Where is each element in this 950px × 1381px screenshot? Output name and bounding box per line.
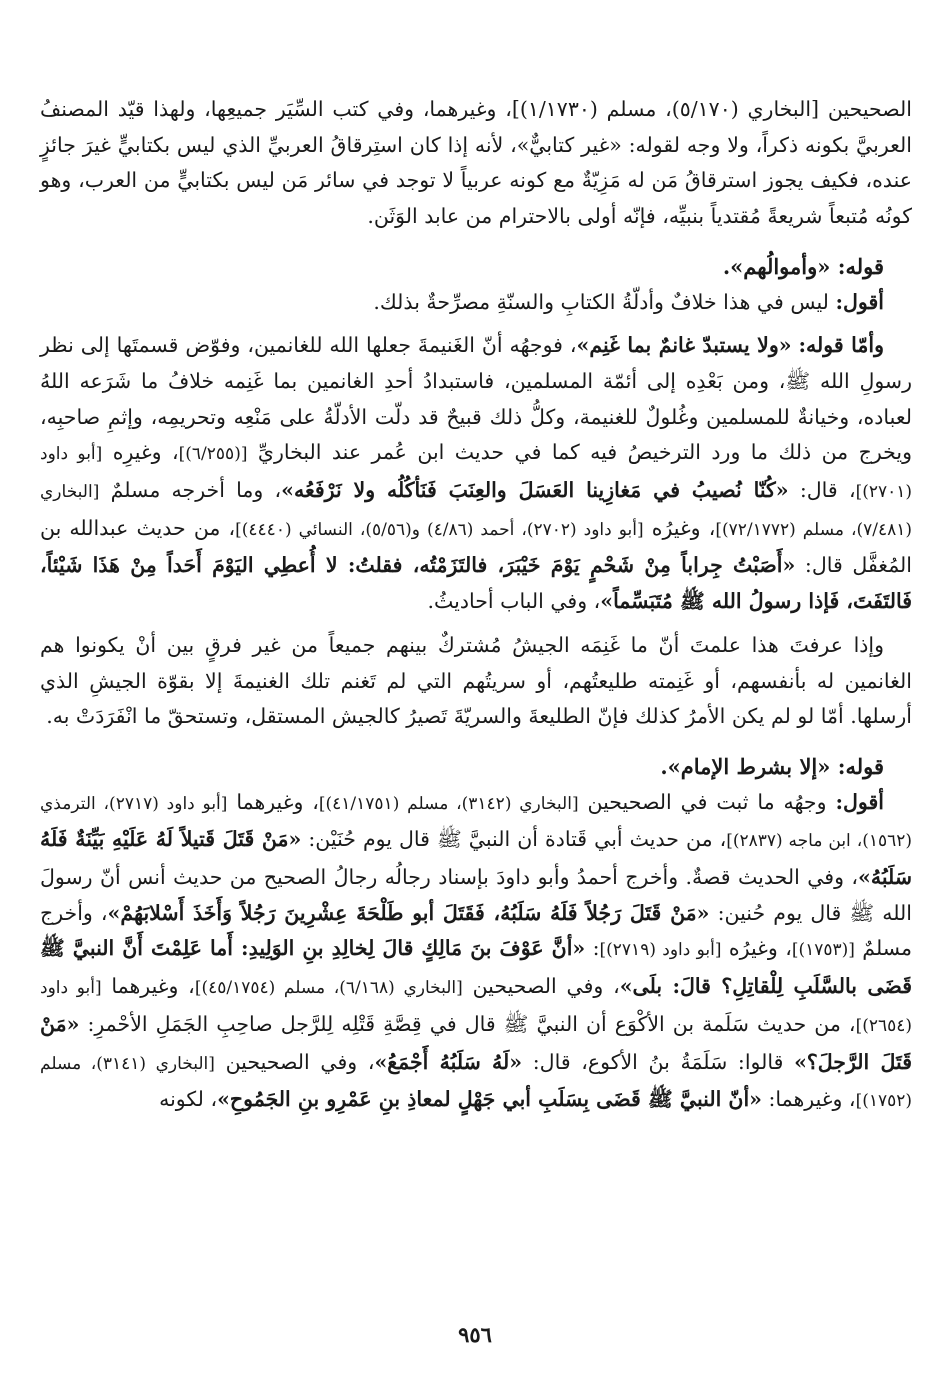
heading-label: قوله: [837,253,884,279]
hadith-quote: «أنّ النبيَّ ﷺ قَضَى بِسَلَبِ أبي جَهْلٍ لمعاذِ بنِ عَمْرِو بنِ الجَمُوحِ» [217,1087,762,1112]
spacer [40,620,912,628]
citation: [البخاري (٣١٤٢)، مسلم (٤١/١٧٥١)] [318,793,579,814]
body-text: ، وغيرهما [101,974,195,999]
page-number: ٩٥٦ [458,1322,492,1347]
section-heading-shart-imam [40,749,912,785]
body-text: ، من حديث عبدالله بن المُغفَّل قال: [40,515,912,578]
hadith-quote: «كُنّا نُصيبُ في مَغازِينا العَسَلَ والعِنَبَ فَنَأكُلُه ولا نَرْفَعُه» [281,478,789,503]
body-text: ، وغيرهما: [761,1087,856,1112]
paragraph-intro: الصحيحين [البخاري (٥/١٧٠)، مسلم (١/١٧٣٠)]، وغيرهما، وفي كتب السِّيَر جميعِها، ولهذا قيّد المصنفُ العربيَّ بكونه ذكراً، ولا وجه لقوله: «غير كتابيٌّ»، لأنه إذا كان استِرقاقُ العربيِّ الذي ليس بكتابيٍّ غيرَ جائزٍ عنده، فكيف يجوز استرقاقُ مَن له مَزِيّةٌ مع كونه عربياً لا توجد في سائر مَن ليس بكتابيٍّ من العرب، وهو كونُه مُتبعاً شريعةً مُقتدياً بنبيِّه، فإنّه أولى بالاحترام من عابد الوَثَن. [40,97,912,229]
answer-paragraph-amwaluhum [40,285,912,321]
citation: [البخاري (٦/١٦٨)، مسلم (٤٥/١٧٥٤)] [194,978,463,999]
heading-quote: «إلا بشرط الإمام». [660,753,831,779]
intro-label: وأمّا قوله: [798,333,884,358]
body-text: : [585,936,600,961]
answer-label: أقول: [835,789,884,814]
body-text: وجهُه ما ثبت في الصحيحين [578,789,827,814]
body-text: ، وفي الصحيحين [462,974,620,999]
hadith-quote: «مَنْ قَتَلَ الرَّجلَ؟» [40,1011,912,1074]
paragraph-la-yastabid [40,328,912,620]
spacer [40,235,912,249]
body-text: ، وفي الحديث قصةٌ. وأخرج أحمدُ وأبو داودَ بإسناد رجالُه رجالُ الصحيح من حديث أنس أنّ رسولَ الله ﷺ قال يوم حُنين: [40,865,912,925]
hadith-quote: «أنَّ عَوْفَ بنَ مَالِكٍ قالَ لِخالِدِ بنِ الوَلِيدِ: أَما عَلِمْتَ أَنَّ النبيَّ ﷺ قَضَى بالسَّلَبِ لِلْقاتِلِ؟ قالَ: بلَى» [40,936,912,999]
body-text: ، وغيرُه [643,515,716,540]
body-text: ، وما أخرجه مسلمٌ [99,478,282,503]
answer-paragraph-shart-imam [40,785,912,1120]
citation: [أبو داود (٢٦٥٤)] [40,978,912,1036]
body-text: ، لكونه [159,1087,218,1112]
paragraph-ghanima-shared: وإذا عرفتَ هذا علمتَ أنّ ما غَنِمَه الجيشُ مُشتركٌ بينهم جميعاً من غير فرقٍ بين أنْ يكونوا هم الغانمين له بأنفسهم، أو غَنِمته طليعتُهم، أو سريتُهم التي لم تَغنم تلك الغنيمةَ إلا بقوّة الجيشِ الذي أرسلها. أمّا لو لم يكن الأمرُ كذلك فإنّ الطليعةَ والسريّةَ تَصيرُ كالجيش المستقل، وتستحقّ ما انْفَرَدَتْ به. [40,632,912,729]
section-heading-amwaluhum [40,249,912,285]
body-text: ، وغيرهما [227,789,319,814]
citation: [البخاري (٣١٤١)، مسلم (١٧٥٢)] [40,1053,912,1112]
body-text: ، فوجهُه أنّ الغَنيمةَ جعلها الله للغانمين، وفوّض قسمتَها إلى نظر رسولِ الله ﷺ، ومن بَعْدِه إلى أئمّة المسلمين، فاستبدادُ أحدِ الغانمين بما غَنِمه خلافُ ما شَرَعه اللهُ لعباده، وخيانةٌ للمسلمين وغُلولٌ للغنيمة، وكلُّ ذلك قبيحٌ قد دلّت الأدلّةُ على مَنْعِه وتحريمِه، وإثمِ صاحبِه، ويخرج من ذلك ما ورد الترخيصُ فيه كما في حديث ابن عُمر عند البخاريِّ [40,333,912,465]
citation: [(١٧٥٣)] [791,940,855,961]
citation: [أبو داود (٢٧٠١)] [40,444,912,503]
citation: [أبو داود (٢٧١٩)] [599,940,722,961]
body-text: ، وفي الباب أحاديثُ. [427,589,601,614]
answer-label: أقول: [835,289,884,314]
hadith-quote: «أَصَبْتُ جِراباً مِنْ شَحْمٍ يَوْمَ خَيْبَرَ، فالتَزَمْتُه، فقلتُ: لا أُعطِي اليَوْمَ أَحَداً مِنْ هَذَا شَيْئاً، فَالتَفَتَ، فَإذا رسولُ الله ﷺ مُتَبَسِّماً» [40,553,912,614]
body-text: ، قال: [788,478,856,503]
body-text: ، وفي الصحيحين [214,1049,375,1074]
hadith-quote: «لَهُ سَلَبُهُ أَجْمَعُ» [374,1049,523,1074]
body-text: قالوا: سَلَمَةُ بنُ الأكوع، قال: [522,1049,795,1074]
citation: [أبو داود (٢٧٠٢)، أحمد (٤/٨٦) و(٥/٥٦)، النسائي (٤٤٤٠)] [235,519,644,540]
document-page [40,92,912,1120]
body-text: ، من حديث سَلَمة بن الأكْوَع أن النبيَّ ﷺ قال في قِصَّةِ قَتْلِه لِلرَّجل صاحِبِ الجَمَلِ الأحْمرِ: [79,1011,856,1036]
answer-text: ليس في هذا خلافٌ وأدلّةُ الكتابِ والسنّةِ مصرِّحةٌ بذلك. [373,289,829,314]
intro-quote: «ولا يستبدّ غانمٌ بما غَنِم» [576,333,792,358]
hadith-quote: «مَنْ قَتَلَ رَجُلاً فَلَهُ سَلَبُهُ، فَقَتَلَ أبو طَلْحَةَ عِشْرِينَ رَجُلاً وَأَخَذَ أَسْلابَهُمْ» [107,900,710,925]
citation: [(٦/٢٥٥)] [178,444,248,465]
spacer [40,320,912,328]
body-text: ، وأخرج مسلمٌ [40,900,913,961]
body-text: ، وغيرِه [102,440,179,465]
hadith-quote: «مَنْ قَتَلَ قَتيلاً لَهُ عَلَيْهِ بَيِّنَةٌ فَلَهُ سَلَبُهُ» [40,827,912,890]
spacer [40,735,912,749]
body-text: ، وغيرُه [721,936,792,961]
body-text: ، من حديث أبي قَتادة أن النبيَّ ﷺ قال يوم حُنَيْن: [301,827,727,852]
citation: [البخاري (٧/٤٨١)، مسلم (٧٢/١٧٧٢)] [40,482,912,540]
heading-quote: «وأموالُهم». [722,253,831,279]
citation: [أبو داود (٢٧١٧)، الترمذي (١٥٦٢)، ابن ماجه (٢٨٣٧)] [40,793,912,852]
heading-label: قوله: [837,753,884,779]
